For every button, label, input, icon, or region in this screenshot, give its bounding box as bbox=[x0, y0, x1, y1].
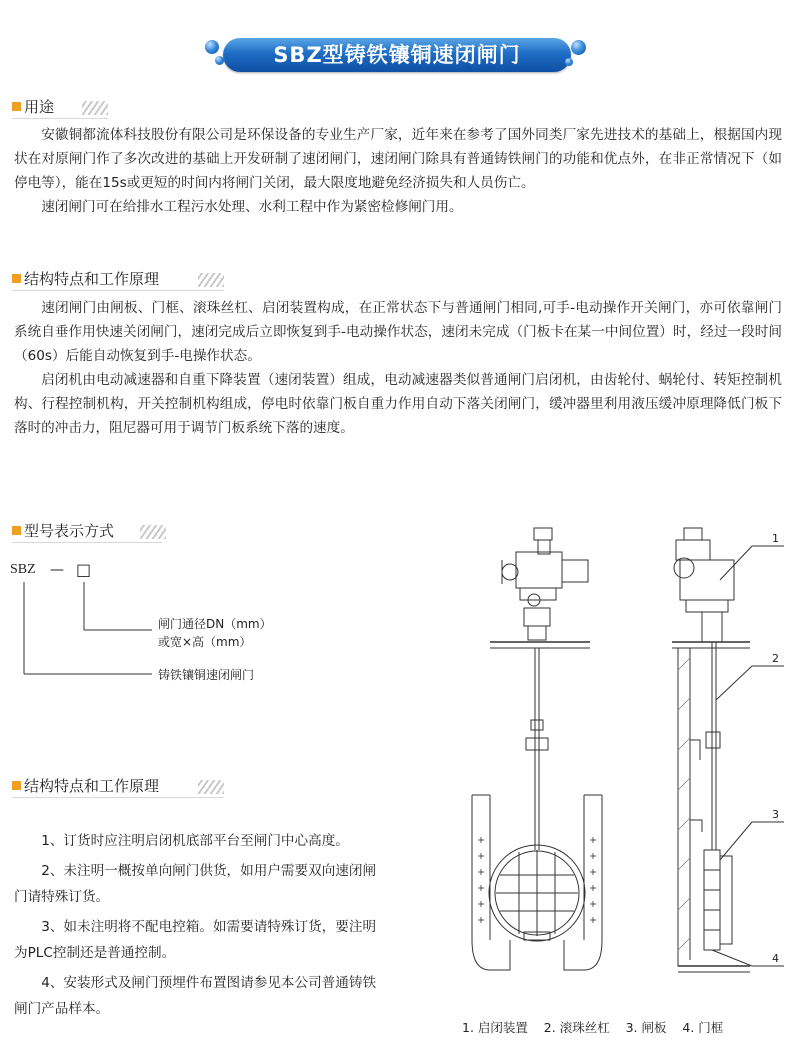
section-underline bbox=[12, 290, 224, 291]
page-title: SBZ型铸铁镶铜速闭闸门 bbox=[273, 43, 521, 67]
usage-text bbox=[14, 123, 782, 219]
title-banner bbox=[205, 34, 589, 74]
note-item: 1、订货时应注明启闭机底部平台至闸门中心高度。 bbox=[41, 833, 349, 849]
side-view bbox=[672, 528, 784, 972]
section-header-model bbox=[12, 521, 182, 541]
structure-paragraph-2: 启闭机由电动减速器和自重下降装置（速闭装置）组成，电动减速器类似普通闸门启闭机，由齿轮付、蜗轮付、转矩控制机构、行程控制机构，开关控制机构组成，停电时依靠门板自重力作用自动下落关闭闸门，缓冲器里利用液压缓冲原理降低门板下落时的冲击力，阻尼器可用于调节门板系统下落的速度。 bbox=[14, 372, 782, 436]
model-box: □ bbox=[76, 560, 92, 579]
stripe-decor-icon bbox=[198, 273, 224, 287]
callout-number: 2 bbox=[772, 652, 779, 665]
decor-dot-icon bbox=[205, 40, 219, 54]
decor-dot-icon bbox=[565, 58, 573, 66]
note-item: 4、安装形式及闸门预埋件布置图请参见本公司普通铸铁闸门产品样本。 bbox=[14, 975, 377, 1017]
structure-paragraph-1: 速闭闸门由闸板、门框、滚珠丝杠、启闭装置构成，在正常状态下与普通闸门相同,可手-电动操作开关闸门，亦可依靠闸门系统自垂作用快速关闭闸门，速闭完成后立即恢复到手-电动操作状态，速闭未完成（门板卡在某一中间位置）时，经过一段时间（60s）后能自动恢复到手-电操作状态。 bbox=[14, 300, 782, 364]
callout-number: 4 bbox=[772, 952, 779, 965]
structure-text bbox=[14, 296, 782, 440]
section-underline bbox=[12, 797, 224, 798]
notes-list bbox=[14, 828, 380, 1026]
model-label-size: 或宽×高（mm） bbox=[158, 635, 252, 649]
gate-drawing bbox=[450, 520, 790, 1010]
model-label-type: 铸铁镶铜速闭闸门 bbox=[158, 668, 255, 682]
section-header-notes bbox=[12, 776, 242, 796]
section-underline bbox=[12, 118, 108, 119]
model-code-diagram bbox=[10, 560, 310, 690]
callout-number: 1 bbox=[772, 532, 779, 545]
section-heading: 型号表示方式 bbox=[24, 522, 115, 540]
model-code: SBZ bbox=[10, 562, 36, 577]
section-heading: 结构特点和工作原理 bbox=[24, 777, 160, 795]
section-heading: 用途 bbox=[24, 98, 55, 116]
section-underline bbox=[12, 542, 162, 543]
section-heading: 结构特点和工作原理 bbox=[24, 270, 160, 288]
section-header-usage bbox=[12, 97, 122, 117]
usage-paragraph-1: 安徽铜都流体科技股份有限公司是环保设备的专业生产厂家，近年来在参考了国外同类厂家先进技术的基础上，根据国内现状在对原闸门作了多次改进的基础上开发研制了速闭闸门，速闭闸门除具有普通铸铁闸门的功能和优点外，在非正常情况下（如停电等），能在15s或更短的时间内将闸门关闭，最大限度地避免经济损失和人员伤亡。 bbox=[14, 127, 782, 191]
bullet-square-icon bbox=[12, 102, 21, 111]
front-view bbox=[472, 528, 602, 970]
stripe-decor-icon bbox=[140, 525, 166, 539]
note-item: 2、未注明一概按单向闸门供货，如用户需要双向速闭闸门请特殊订货。 bbox=[14, 863, 377, 905]
note-item: 3、如未注明将不配电控箱。如需要请特殊订货，要注明为PLC控制还是普通控制。 bbox=[14, 919, 377, 961]
bullet-square-icon bbox=[12, 274, 21, 283]
stripe-decor-icon bbox=[198, 780, 224, 794]
drawing-caption: 1. 启闭装置 2. 滚珠丝杠 3. 闸板 4. 门框 bbox=[462, 1020, 724, 1035]
decor-dot-icon bbox=[571, 40, 586, 55]
bullet-square-icon bbox=[12, 781, 21, 790]
section-header-structure bbox=[12, 269, 242, 289]
model-dash: — bbox=[50, 562, 64, 578]
callout-number: 3 bbox=[772, 808, 779, 821]
bullet-square-icon bbox=[12, 526, 21, 535]
stripe-decor-icon bbox=[82, 101, 108, 115]
model-label-dn: 闸门通径DN（mm） bbox=[158, 617, 272, 631]
usage-paragraph-2: 速闭闸门可在给排水工程污水处理、水利工程中作为紧密检修闸门用。 bbox=[41, 199, 463, 215]
